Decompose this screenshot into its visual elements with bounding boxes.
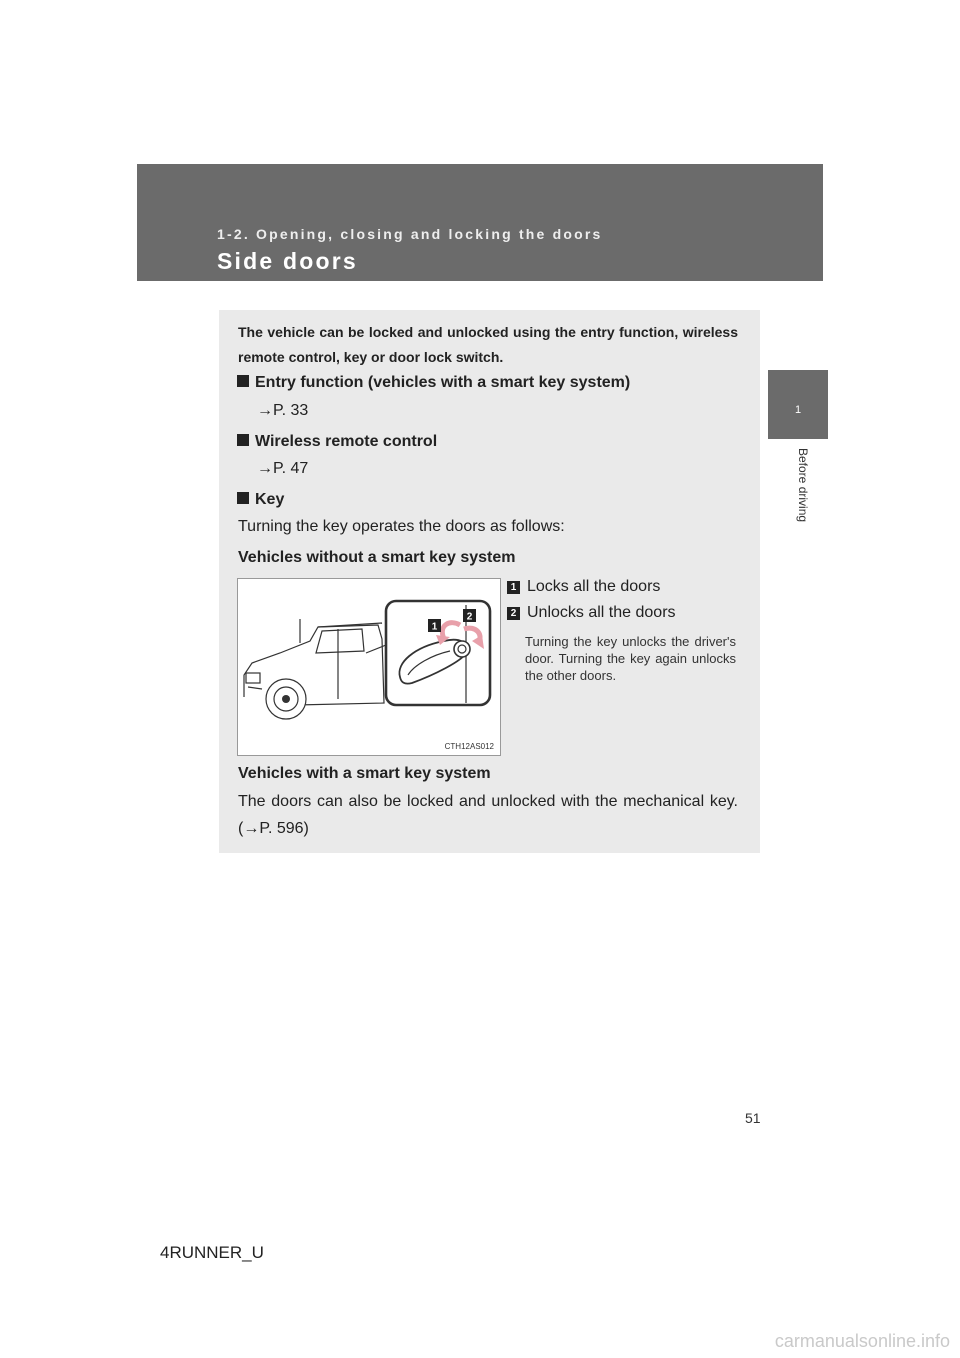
entry-function-heading [237, 374, 630, 392]
intro-text: The vehicle can be locked and unlocked using the entry function, wireless remote control, key or door lock switch. [238, 324, 738, 365]
watermark: carmanualsonline.info [774, 1331, 950, 1351]
callout-lock [507, 578, 660, 596]
remote-heading-text: Wireless remote control [255, 433, 438, 450]
square-bullet-icon [237, 492, 249, 504]
figure-callout-1: 1 [431, 621, 438, 633]
figure-callout-2: 2 [466, 611, 473, 623]
suv-door-key-drawing [238, 579, 500, 755]
callout-lock-label: Locks all the doors [527, 578, 661, 595]
square-bullet-icon [237, 375, 249, 387]
square-bullet-icon [237, 434, 249, 446]
model-code: 4RUNNER_U [160, 1243, 264, 1262]
door-lock-illustration [237, 578, 501, 756]
unlock-note: Turning the key unlocks the driver's door. Turning the key again unlocks the other doors. [525, 634, 736, 683]
header-band [137, 164, 823, 281]
section-label: 1-2. Opening, closing and locking the doors [217, 226, 603, 242]
chapter-tab [768, 370, 828, 439]
key-heading [237, 491, 284, 509]
entry-function-ref: →P. 33 [257, 402, 309, 419]
page-title: Side doors [217, 248, 358, 274]
content-box [219, 310, 760, 853]
chapter-number: 1 [794, 404, 802, 416]
entry-function-heading-text: Entry function (vehicles with a smart key system) [255, 374, 631, 391]
callout-badge-1: 1 [507, 581, 520, 594]
figure-code: CTH12AS012 [444, 742, 494, 751]
callout-unlock-label: Unlocks all the doors [527, 604, 676, 621]
with-smart-key-text: The doors can also be locked and unlocked with the mechanical key. (→P. 596) [238, 793, 738, 837]
with-smart-key-heading: Vehicles with a smart key system [238, 765, 491, 782]
callout-badge-2: 2 [507, 607, 520, 620]
without-smart-key-heading: Vehicles without a smart key system [238, 549, 516, 566]
key-text: Turning the key operates the doors as follows: [238, 518, 565, 535]
callout-unlock [507, 604, 676, 622]
page-number: 51 [745, 1110, 761, 1126]
remote-ref: →P. 47 [257, 460, 309, 477]
chapter-name: Before driving [796, 448, 810, 523]
remote-heading [237, 433, 437, 451]
key-heading-text: Key [255, 491, 285, 508]
